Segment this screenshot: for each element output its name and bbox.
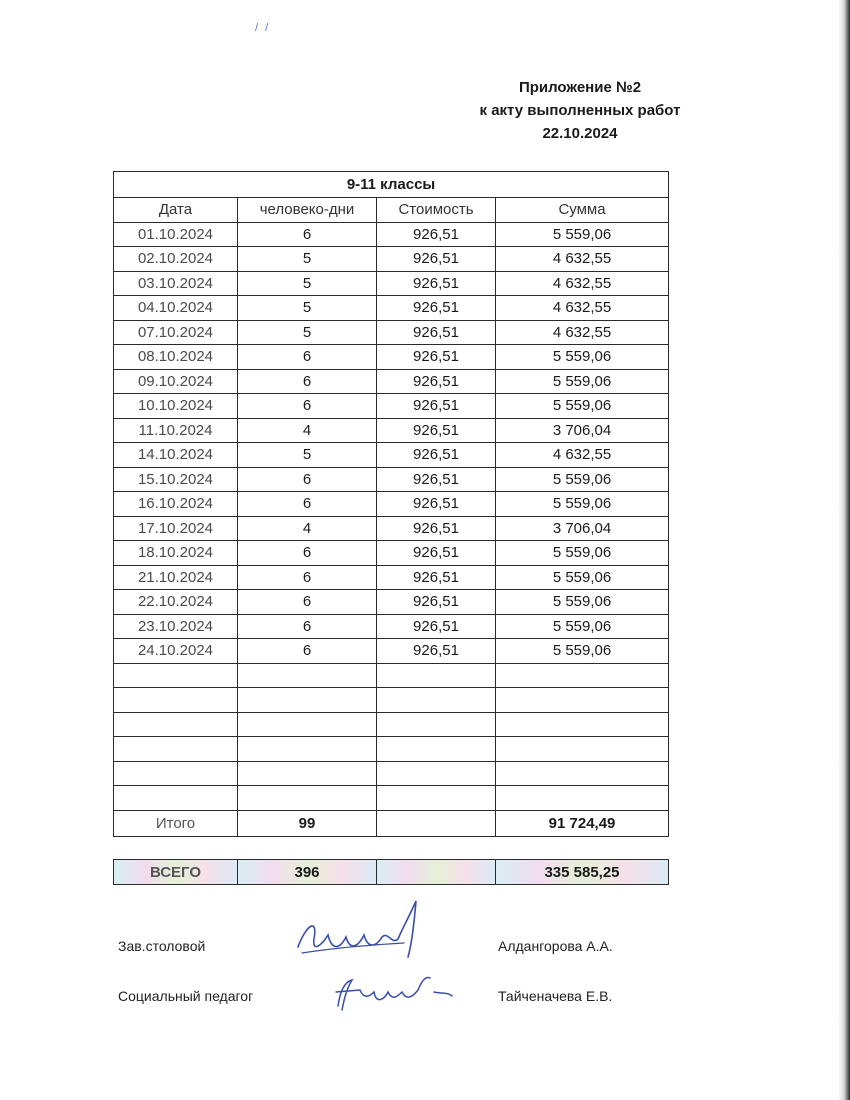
cell-date: 08.10.2024 (114, 345, 238, 370)
table-row (114, 614, 669, 639)
cell-cost: 926,51 (377, 247, 496, 272)
empty-cell (114, 737, 238, 762)
empty-row (114, 663, 669, 688)
table-row (114, 296, 669, 321)
cell-cost: 926,51 (377, 418, 496, 443)
cell-cost: 926,51 (377, 296, 496, 321)
cell-cost: 926,51 (377, 565, 496, 590)
cell-person-days: 6 (238, 345, 377, 370)
empty-cell (114, 712, 238, 737)
table-row (114, 541, 669, 566)
column-header-person-days: человеко-дни (238, 198, 377, 223)
column-header-sum: Сумма (496, 198, 669, 223)
table-row (114, 369, 669, 394)
table-row (114, 565, 669, 590)
cell-sum: 5 559,06 (496, 565, 669, 590)
cell-cost: 926,51 (377, 443, 496, 468)
grand-total-table (113, 859, 669, 885)
subtotal-days: 99 (238, 810, 377, 836)
cell-sum: 5 559,06 (496, 369, 669, 394)
cell-date: 07.10.2024 (114, 320, 238, 345)
cell-person-days: 6 (238, 541, 377, 566)
cell-sum: 5 559,06 (496, 590, 669, 615)
cell-date: 03.10.2024 (114, 271, 238, 296)
empty-cell (496, 688, 669, 713)
signer-2-role: Социальный педагог (118, 988, 254, 1004)
cell-date: 24.10.2024 (114, 639, 238, 664)
cell-cost: 926,51 (377, 222, 496, 247)
signer-1-role: Зав.столовой (118, 938, 206, 954)
grand-total-sum: 335 585,25 (496, 860, 669, 885)
cell-person-days: 6 (238, 565, 377, 590)
empty-cell (114, 663, 238, 688)
cell-person-days: 6 (238, 614, 377, 639)
cell-date: 21.10.2024 (114, 565, 238, 590)
empty-cell (496, 712, 669, 737)
cell-sum: 4 632,55 (496, 320, 669, 345)
attendance-table (113, 171, 669, 837)
empty-cell (496, 737, 669, 762)
empty-cell (238, 688, 377, 713)
cell-person-days: 4 (238, 516, 377, 541)
empty-cell (377, 688, 496, 713)
signature-1-image (288, 895, 438, 975)
cell-sum: 3 706,04 (496, 418, 669, 443)
subtotal-sum: 91 724,49 (496, 810, 669, 836)
cell-cost: 926,51 (377, 467, 496, 492)
cell-person-days: 6 (238, 394, 377, 419)
cell-date: 18.10.2024 (114, 541, 238, 566)
empty-cell (496, 761, 669, 786)
table-row (114, 639, 669, 664)
signer-1-name: Алдангорова А.А. (498, 938, 613, 954)
cell-sum: 5 559,06 (496, 639, 669, 664)
table-row (114, 271, 669, 296)
cell-person-days: 6 (238, 639, 377, 664)
cell-person-days: 6 (238, 467, 377, 492)
table-row (114, 516, 669, 541)
cell-sum: 5 559,06 (496, 492, 669, 517)
cell-cost: 926,51 (377, 516, 496, 541)
cell-person-days: 5 (238, 443, 377, 468)
scan-edge-shadow (838, 0, 850, 1100)
empty-row (114, 737, 669, 762)
cell-person-days: 5 (238, 271, 377, 296)
cell-cost: 926,51 (377, 492, 496, 517)
cell-cost: 926,51 (377, 345, 496, 370)
document-date: 22.10.2024 (542, 125, 618, 142)
subtotal-cost (377, 810, 496, 836)
cell-date: 02.10.2024 (114, 247, 238, 272)
table-title-row (114, 172, 669, 198)
cell-date: 01.10.2024 (114, 222, 238, 247)
table-row (114, 345, 669, 370)
cell-person-days: 5 (238, 320, 377, 345)
cell-date: 14.10.2024 (114, 443, 238, 468)
cell-person-days: 5 (238, 296, 377, 321)
cell-sum: 3 706,04 (496, 516, 669, 541)
cell-date: 16.10.2024 (114, 492, 238, 517)
table-row (114, 492, 669, 517)
cell-date: 10.10.2024 (114, 394, 238, 419)
empty-cell (377, 712, 496, 737)
cell-sum: 5 559,06 (496, 345, 669, 370)
cell-date: 23.10.2024 (114, 614, 238, 639)
cell-sum: 4 632,55 (496, 443, 669, 468)
table-row (114, 418, 669, 443)
cell-cost: 926,51 (377, 394, 496, 419)
empty-row (114, 688, 669, 713)
empty-cell (114, 761, 238, 786)
subtotal-label: Итого (114, 810, 238, 836)
cell-cost: 926,51 (377, 320, 496, 345)
empty-cell (377, 663, 496, 688)
table-row (114, 394, 669, 419)
appendix-subtitle: к акту выполненных работ (479, 102, 681, 119)
cell-person-days: 6 (238, 369, 377, 394)
empty-cell (496, 786, 669, 811)
grand-total-cost (377, 860, 496, 885)
empty-row (114, 786, 669, 811)
table-row (114, 320, 669, 345)
subtotal-row (114, 810, 669, 836)
cell-person-days: 6 (238, 222, 377, 247)
empty-row (114, 761, 669, 786)
cell-cost: 926,51 (377, 271, 496, 296)
cell-date: 17.10.2024 (114, 516, 238, 541)
empty-cell (377, 737, 496, 762)
empty-cell (377, 786, 496, 811)
cell-cost: 926,51 (377, 614, 496, 639)
cell-cost: 926,51 (377, 639, 496, 664)
cell-sum: 5 559,06 (496, 541, 669, 566)
cell-person-days: 6 (238, 590, 377, 615)
document-header (430, 76, 730, 145)
cell-date: 09.10.2024 (114, 369, 238, 394)
cell-date: 11.10.2024 (114, 418, 238, 443)
signer-2-name: Тайченачева Е.В. (498, 988, 613, 1004)
table-row (114, 443, 669, 468)
cell-person-days: 6 (238, 492, 377, 517)
empty-cell (114, 786, 238, 811)
empty-cell (377, 761, 496, 786)
table-row (114, 247, 669, 272)
grand-total-row (114, 860, 669, 885)
cell-sum: 4 632,55 (496, 296, 669, 321)
cell-date: 04.10.2024 (114, 296, 238, 321)
cell-sum: 4 632,55 (496, 271, 669, 296)
empty-cell (114, 688, 238, 713)
column-header-cost: Стоимость (377, 198, 496, 223)
cell-date: 15.10.2024 (114, 467, 238, 492)
corner-mark: / / (255, 22, 271, 34)
empty-cell (238, 737, 377, 762)
grand-total-days: 396 (238, 860, 377, 885)
grand-total-label: ВСЕГО (114, 860, 238, 885)
cell-sum: 5 559,06 (496, 614, 669, 639)
table-row (114, 467, 669, 492)
cell-sum: 4 632,55 (496, 247, 669, 272)
cell-cost: 926,51 (377, 590, 496, 615)
cell-person-days: 4 (238, 418, 377, 443)
empty-row (114, 712, 669, 737)
cell-sum: 5 559,06 (496, 394, 669, 419)
table-header-row (114, 198, 669, 223)
column-header-date: Дата (114, 198, 238, 223)
table-title: 9-11 классы (114, 172, 669, 198)
empty-cell (238, 761, 377, 786)
table-row (114, 222, 669, 247)
empty-cell (496, 663, 669, 688)
cell-person-days: 5 (238, 247, 377, 272)
table-row (114, 590, 669, 615)
cell-sum: 5 559,06 (496, 467, 669, 492)
empty-cell (238, 712, 377, 737)
cell-sum: 5 559,06 (496, 222, 669, 247)
empty-cell (238, 786, 377, 811)
signature-2-image (330, 970, 460, 1015)
cell-cost: 926,51 (377, 369, 496, 394)
cell-cost: 926,51 (377, 541, 496, 566)
appendix-title: Приложение №2 (518, 79, 642, 96)
cell-date: 22.10.2024 (114, 590, 238, 615)
empty-cell (238, 663, 377, 688)
